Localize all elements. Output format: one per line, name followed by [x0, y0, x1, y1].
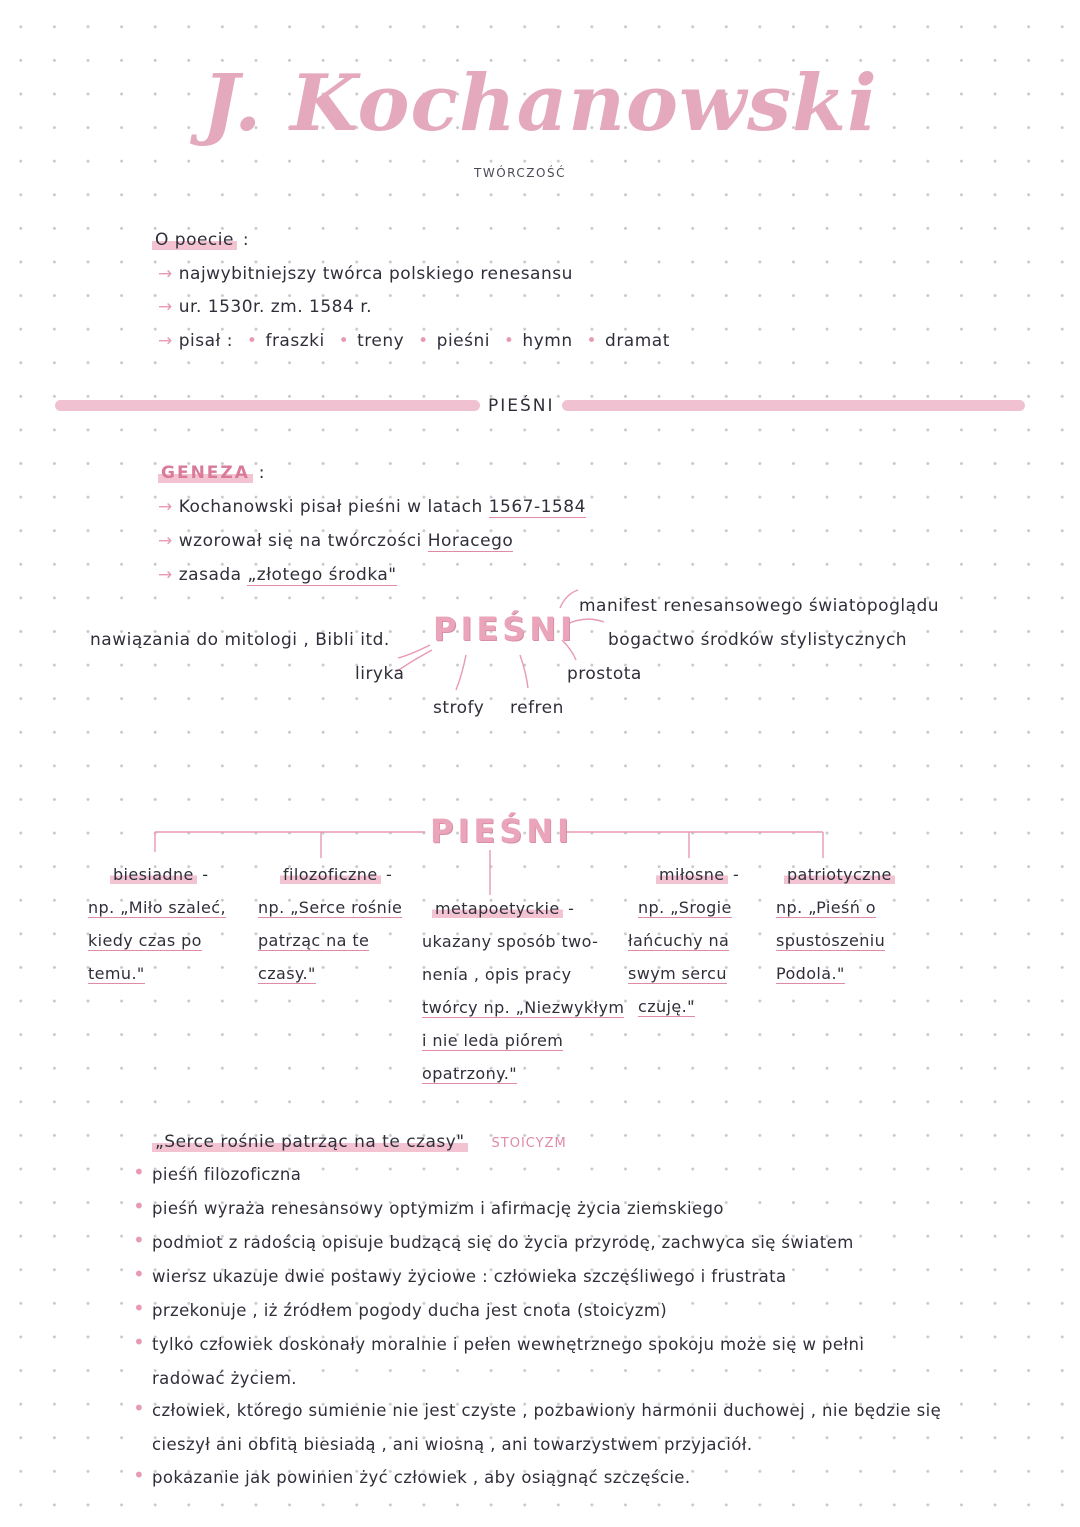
geneza-item: → Kochanowski pisał pieśni w latach 1567-1584: [158, 497, 586, 517]
arrow-manifest: [560, 590, 578, 608]
mindmap-branch-strofy: strofy: [433, 698, 485, 718]
mindmap-branch-prostota: prostota: [567, 664, 642, 684]
bullet-icon: •: [133, 1262, 145, 1286]
bullet-icon: •: [133, 1396, 145, 1420]
arrow-icon: →: [158, 531, 173, 551]
analysis-bullet: przekonuje , iż źródłem pogody ducha jest cnota (stoicyzm): [152, 1301, 668, 1320]
arrow-icon: →: [158, 497, 173, 517]
bullet-icon: •: [133, 1463, 145, 1487]
bullet-icon: •: [133, 1228, 145, 1252]
bullet-icon: •: [133, 1194, 145, 1218]
analysis-quote: „Serce rośnie patrząc na te czasy": [152, 1132, 468, 1152]
analysis-bullet-cont: radować życiem.: [152, 1369, 297, 1388]
dot-icon: •: [246, 331, 258, 351]
mindmap-branch-liryka: liryka: [355, 664, 405, 684]
category-milosne: miłosne - np. „Srogie łańcuchy na swym sercu czuję.": [628, 865, 740, 1016]
arrow-refren: [520, 655, 528, 688]
analysis-bullet: wiersz ukazuje dwie postawy życiowe : człowieka szczęśliwego i frustrata: [152, 1267, 787, 1286]
about-item: → ur. 1530r. zm. 1584 r.: [158, 297, 373, 317]
analysis-bullet: człowiek, którego sumienie nie jest czyste , pozbawiony harmonii duchowej , nie będzie się: [152, 1401, 942, 1420]
divider-left: [55, 400, 480, 411]
geneza-heading-row: GENEZA :: [158, 463, 265, 483]
dot-icon: •: [586, 331, 598, 351]
geneza-heading: GENEZA: [158, 463, 253, 483]
analysis-bullet: pieśń wyraża renesansowy optymizm i afirmację życia ziemskiego: [152, 1199, 724, 1218]
geneza-item: → zasada „złotego środka": [158, 565, 397, 585]
category-name: filozoficzne: [280, 865, 381, 884]
about-heading-row: O poecie :: [152, 230, 249, 250]
mindmap-center: PIEŚNI: [433, 610, 576, 648]
about-item: → najwybitniejszy twórca polskiego renesansu: [158, 264, 573, 284]
analysis-heading: [152, 1132, 567, 1152]
arrow-icon: →: [158, 264, 173, 284]
mindmap-branch-refren: refren: [510, 698, 564, 718]
category-biesiadne: biesiadne - np. „Miło szaleć, kiedy czas po temu.": [88, 865, 226, 983]
category-name: patriotyczne: [784, 865, 895, 884]
category-name: biesiadne: [110, 865, 197, 884]
about-works: → pisał : • fraszki • treny • pieśni • hymn • dramat: [158, 331, 670, 351]
divider-right: [562, 400, 1025, 411]
category-filozoficzne: filozoficzne - np. „Serce rośnie patrząc na te czasy.": [258, 865, 403, 983]
category-patriotyczne: patriotyczne np. „Pieśń o spustoszeniu Podola.": [776, 858, 895, 990]
dot-icon: •: [418, 331, 429, 351]
about-heading: O poecie: [152, 230, 237, 250]
category-metapoetyckie: metapoetyckie - ukazany sposób two- nenia , opis pracy twórcy np. „Niezwykłym i nie leda piórem opatrzony.": [422, 899, 625, 1083]
analysis-bullet: podmiot z radością opisuje budzącą się do życia przyrodę, zachwyca się światem: [152, 1233, 854, 1252]
mindmap-branch-bogactwo: bogactwo środków stylistycznych: [608, 630, 908, 650]
mindmap-branch-manifest: manifest renesansowego światopoglądu: [579, 596, 940, 616]
divider-label: PIEŚNI: [488, 396, 555, 416]
arrow-icon: →: [158, 565, 173, 585]
arrow-icon: →: [158, 331, 173, 351]
analysis-bullet: tylko człowiek doskonały moralnie i pełen wewnętrznego spokoju może się w pełni: [152, 1335, 865, 1354]
analysis-bullet: pokazanie jak powinien żyć człowiek , aby osiągnąć szczęście.: [152, 1468, 691, 1487]
analysis-tag: STOICYZM: [491, 1136, 567, 1151]
arrow-nawiazania: [398, 645, 430, 658]
page-subtitle: TWÓRCZOŚĆ: [474, 166, 566, 180]
analysis-bullet: pieśń filozoficzna: [152, 1165, 302, 1184]
category-name: metapoetyckie: [432, 899, 563, 918]
bullet-icon: •: [133, 1330, 145, 1354]
dot-icon: •: [503, 331, 515, 351]
bullet-icon: •: [133, 1160, 145, 1184]
category-name: miłosne: [656, 865, 728, 884]
arrow-icon: →: [158, 297, 173, 317]
page-title: J. Kochanowski: [202, 58, 878, 149]
dot-icon: •: [338, 331, 350, 351]
analysis-bullet-cont: cieszył ani obfitą biesiadą , ani wiosną , ani towarzystwem przyjaciół.: [152, 1435, 753, 1454]
bullet-icon: •: [133, 1296, 145, 1320]
types-root: PIEŚNI: [430, 812, 573, 850]
arrow-strofy: [456, 655, 466, 690]
geneza-item: → wzorował się na twórczości Horacego: [158, 531, 514, 551]
mindmap-branch-nawiazania: nawiązania do mitologi , Bibli itd.: [90, 630, 390, 650]
